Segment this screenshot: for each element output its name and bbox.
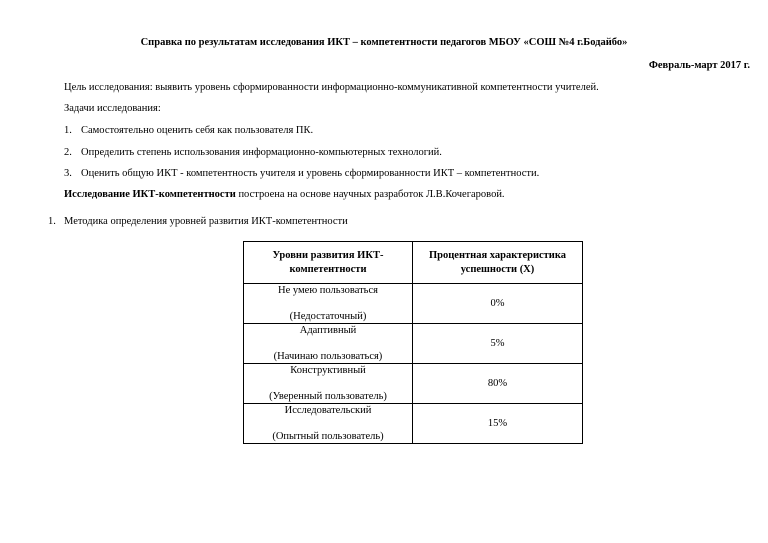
header-levels: Уровни развития ИКТ-компетентности <box>244 242 413 284</box>
level-name: Конструктивный <box>290 365 366 376</box>
level-description: (Опытный пользователь) <box>272 431 384 442</box>
level-description: (Недостаточный) <box>289 311 367 322</box>
task-item-3 <box>64 168 539 179</box>
task-text: Определить степень использования информационно-компьютерных технологий. <box>81 147 442 158</box>
task-item-1 <box>64 125 313 136</box>
level-cell <box>244 324 413 364</box>
level-name: Исследовательский <box>284 405 372 416</box>
table-row <box>244 404 583 444</box>
percent-cell: 5% <box>413 324 583 364</box>
tasks-heading: Задачи исследования: <box>64 103 161 114</box>
research-basis-bold: Исследование ИКТ-компетентности <box>64 189 236 200</box>
document-title: Справка по результатам исследования ИКТ – компетентности педагогов МБОУ «СОШ №4 г.Бодайбо» <box>140 37 628 48</box>
task-number: 1. <box>64 125 72 136</box>
levels-table <box>243 241 583 444</box>
method-heading <box>48 216 348 227</box>
level-description: (Начинаю пользоваться) <box>273 351 383 362</box>
task-number: 3. <box>64 168 72 179</box>
level-name: Адаптивный <box>299 325 357 336</box>
task-text: Самостоятельно оценить себя как пользователя ПК. <box>81 125 314 136</box>
percent-cell: 15% <box>413 404 583 444</box>
document-date: Февраль-март 2017 г. <box>648 60 750 71</box>
research-basis-rest: построена на основе научных разработок Л.В.Кочегаровой. <box>235 189 505 200</box>
level-name: Не умею пользоваться <box>278 285 378 296</box>
table-row <box>244 324 583 364</box>
header-percent: Процентная характеристика успешности (Х) <box>413 242 583 284</box>
method-number: 1. <box>48 216 56 227</box>
level-cell <box>244 404 413 444</box>
table-header-row <box>244 242 583 284</box>
task-text: Оценить общую ИКТ - компетентность учителя и уровень сформированности ИКТ – компетентности. <box>81 168 540 179</box>
percent-cell: 80% <box>413 364 583 404</box>
task-item-2 <box>64 147 442 158</box>
level-cell <box>244 364 413 404</box>
percent-cell: 0% <box>413 284 583 324</box>
task-number: 2. <box>64 147 72 158</box>
table-row <box>244 284 583 324</box>
research-basis <box>64 189 505 200</box>
research-goal: Цель исследования: выявить уровень сформированности информационно-коммуникативной компетентности учителей. <box>64 82 599 93</box>
level-description: (Уверенный пользователь) <box>269 391 387 402</box>
level-cell <box>244 284 413 324</box>
method-text: Методика определения уровней развития ИКТ-компетентности <box>64 216 348 227</box>
table-row <box>244 364 583 404</box>
